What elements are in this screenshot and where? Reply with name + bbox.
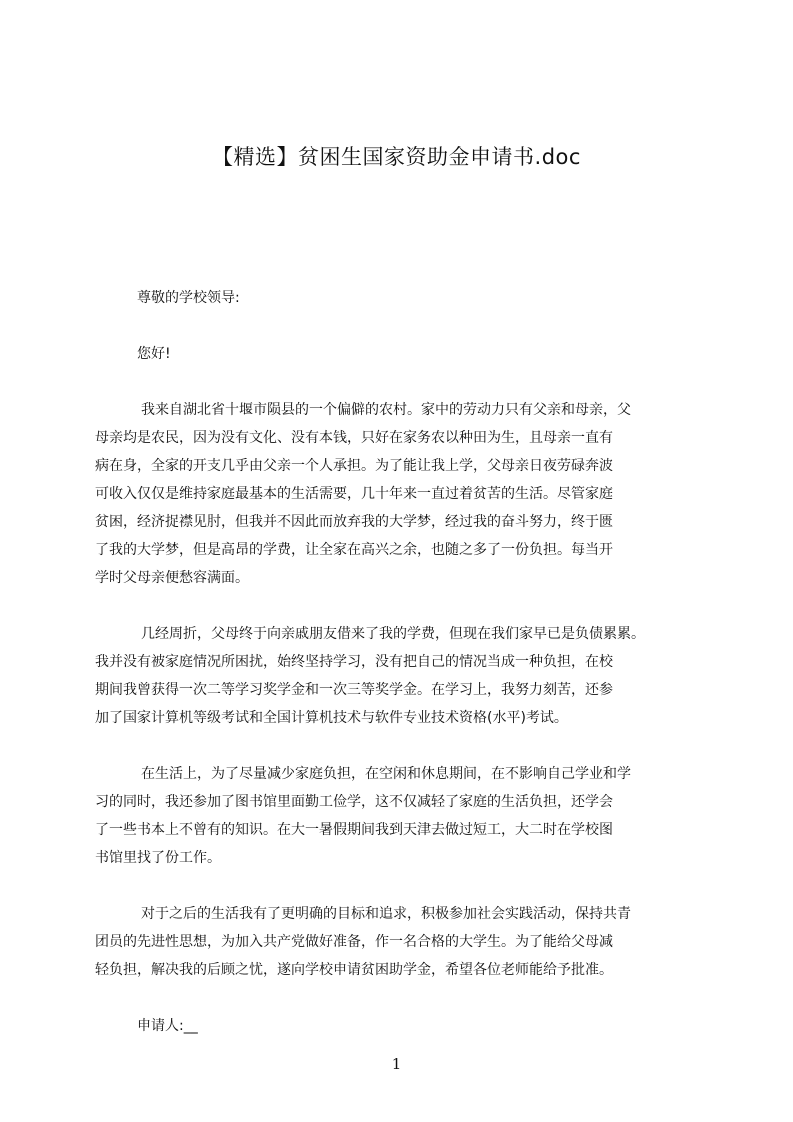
text-line: 在生活上，为了尽量减少家庭负担，在空闲和休息期间，在不影响自己学业和学 [141, 766, 631, 782]
paragraph-request [95, 900, 715, 984]
text-line: 学时父母亲便愁容满面。 [95, 570, 249, 586]
paragraph-family-background [95, 396, 715, 592]
text-line: 了一些书本上不曾有的知识。在大一暑假期间我到天津去做过短工，大二时在学校图 [95, 822, 613, 838]
text-line: 母亲均是农民，因为没有文化、没有本钱，只好在家务农以种田为生，且母亲一直有 [95, 430, 613, 446]
text-line: 我并没有被家庭情况所困扰，始终坚持学习，没有把自己的情况当成一种负担，在校 [95, 654, 613, 670]
text-line: 加了国家计算机等级考试和全国计算机技术与软件专业技术资格(水平)考试。 [95, 710, 568, 726]
applicant-signature-line: 申请人:__ [137, 1018, 198, 1034]
text-line: 对于之后的生活我有了更明确的目标和追求，积极参加社会实践活动，保持共青 [141, 906, 631, 922]
text-line: 可收入仅仅是维持家庭最基本的生活需要，几十年来一直过着贫苦的生活。尽管家庭 [95, 486, 613, 502]
text-line: 书馆里找了份工作。 [95, 850, 221, 866]
document-title: 【精选】贫困生国家资助金申请书.doc [212, 145, 581, 169]
text-line: 贫困，经济捉襟见肘，但我并不因此而放弃我的大学梦，经过我的奋斗努力，终于匮 [95, 514, 613, 530]
greeting: 您好! [137, 346, 171, 362]
text-line: 几经周折，父母终于向亲戚朋友借来了我的学费，但现在我们家早已是负债累累。 [141, 626, 645, 642]
text-line: 期间我曾获得一次二等学习奖学金和一次三等奖学金。在学习上，我努力刻苦，还参 [95, 682, 613, 698]
text-line: 轻负担，解决我的后顾之忧，遂向学校申请贫困助学金，希望各位老师能给予批准。 [95, 962, 613, 978]
text-line: 病在身，全家的开支几乎由父亲一个人承担。为了能让我上学，父母亲日夜劳碌奔波 [95, 458, 613, 474]
text-line: 了我的大学梦，但是高昂的学费，让全家在高兴之余，也随之多了一份负担。每当开 [95, 542, 613, 558]
letter-body [95, 284, 715, 1054]
text-line: 团员的先进性思想，为加入共产党做好准备，作一名合格的大学生。为了能给父母减 [95, 934, 613, 950]
page-number: 1 [391, 1055, 402, 1073]
salutation: 尊敬的学校领导: [137, 290, 240, 306]
text-line: 习的同时，我还参加了图书馆里面勤工俭学，这不仅减轻了家庭的生活负担，还学会 [95, 794, 613, 810]
paragraph-study [95, 620, 715, 732]
text-line: 我来自湖北省十堰市陨县的一个偏僻的农村。家中的劳动力只有父亲和母亲，父 [141, 402, 631, 418]
paragraph-life [95, 760, 715, 872]
